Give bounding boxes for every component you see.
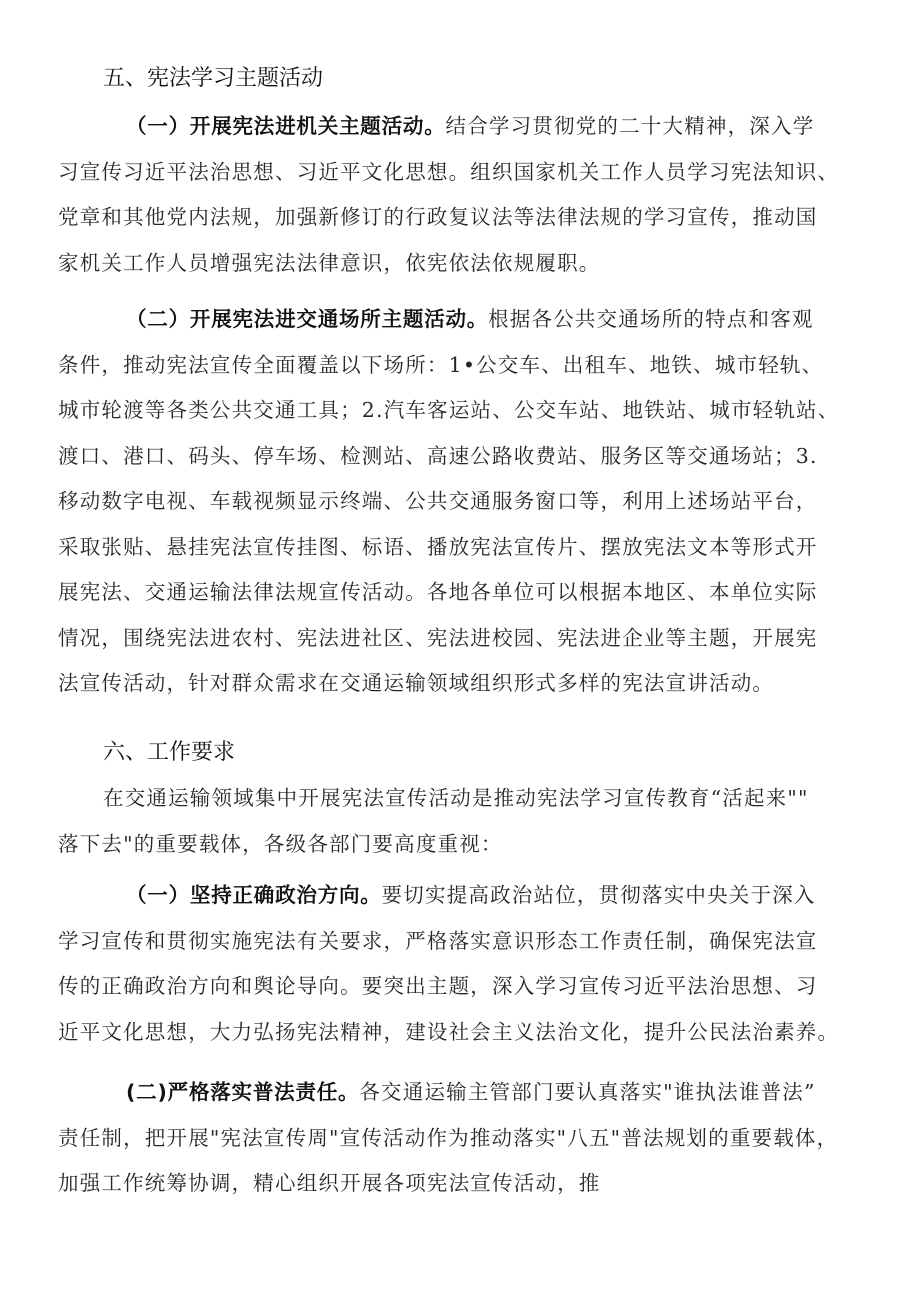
paragraph-line: 城市轮渡等各类公共交通工具；2.汽车客运站、公交车站、地铁站、城市轻轨站、	[58, 398, 840, 422]
paragraph-line: 情况，围绕宪法进农村、宪法进社区、宪法进校园、宪法进企业等主题，开展宪	[58, 625, 818, 650]
paragraph-text: 要切实提高政治站位，贯彻落实中央关于深入	[381, 883, 816, 907]
paragraph-line	[58, 873, 888, 919]
paragraph-line: 渡口、港口、码头、停车场、检测站、高速公路收费站、服务区等交通场站；3.	[58, 443, 818, 468]
item-lead: （一）坚持正确政治方向。	[126, 883, 382, 907]
paragraph-line: 党章和其他党内法规，加强新修订的行政复议法等法律法规的学习宣传，推动国	[58, 205, 818, 229]
paragraph-line: 责任制，把开展"宪法宣传周"宣传活动作为推动落实"八五"普法规划的重要载体，	[58, 1125, 839, 1150]
paragraph-text: 根据各公共交通场所的特点和客观	[488, 307, 814, 331]
paragraph-line: 采取张贴、悬挂宪法宣传挂图、标语、播放宪法宣传片、摆放宪法文本等形式开	[58, 534, 818, 559]
paragraph-line	[58, 104, 888, 150]
section6-item2-paragraph	[58, 1070, 888, 1207]
paragraph-line: 移动数字电视、车载视频显示终端、公共交通服务窗口等，利用上述场站平台，	[58, 489, 818, 513]
section5-item2-paragraph	[58, 297, 888, 707]
section-heading-5: 五、宪法学习主题活动	[103, 66, 324, 91]
item-lead: （二）开展宪法进交通场所主题活动。	[126, 307, 489, 331]
paragraph-line: 学习宣传和贯彻实施宪法有关要求，严格落实意识形态工作责任制，确保宪法宣	[58, 928, 818, 953]
paragraph-line: 展宪法、交通运输法律法规宣传活动。各地各单位可以根据本地区、本单位实际	[58, 580, 818, 604]
paragraph-line: 加强工作统筹协调，精心组织开展各项宪法宣传活动，推	[58, 1171, 601, 1195]
paragraph-line: 近平文化思想，大力弘扬宪法精神，建设社会主义法治文化，提升公民法治素养。	[58, 1019, 840, 1044]
paragraph-line: 传的正确政治方向和舆论导向。要突出主题，深入学习宣传习近平法治思想、习	[58, 974, 818, 998]
section5-item1-paragraph	[58, 104, 888, 286]
paragraph-line: 条件，推动宪法宣传全面覆盖以下场所：1•公交车、出租车、地铁、城市轻轨、	[58, 352, 824, 377]
paragraph-line: 家机关工作人员增强宪法法律意识，依宪依法依规履职。	[58, 250, 601, 275]
paragraph-text: 各交通运输主管部门要认真落实"谁执法谁普法”	[359, 1080, 816, 1104]
section6-item1-paragraph	[58, 873, 888, 1055]
paragraph-line	[58, 297, 888, 343]
paragraph-line: 在交通运输领域集中开展宪法宣传活动是推动宪法学习宣传教育“活起来""	[103, 786, 809, 810]
paragraph-line: 习宣传习近平法治思想、习近平文化思想。组织国家机关工作人员学习宪法知识、	[58, 159, 840, 184]
paragraph-line: 法宣传活动，针对群众需求在交通运输领域组织形式多样的宪法宣讲活动。	[58, 671, 775, 695]
paragraph-line	[58, 1070, 888, 1116]
paragraph-line: 落下去"的重要载体，各级各部门要高度重视：	[58, 831, 503, 856]
paragraph-text: 结合学习贯彻党的二十大精神，深入学	[445, 114, 815, 138]
section-heading-6: 六、工作要求	[103, 740, 236, 765]
item-lead: (二)严格落实普法责任。	[126, 1080, 360, 1104]
section6-intro-paragraph	[58, 776, 888, 867]
item-lead: （一）开展宪法进机关主题活动。	[126, 114, 446, 138]
